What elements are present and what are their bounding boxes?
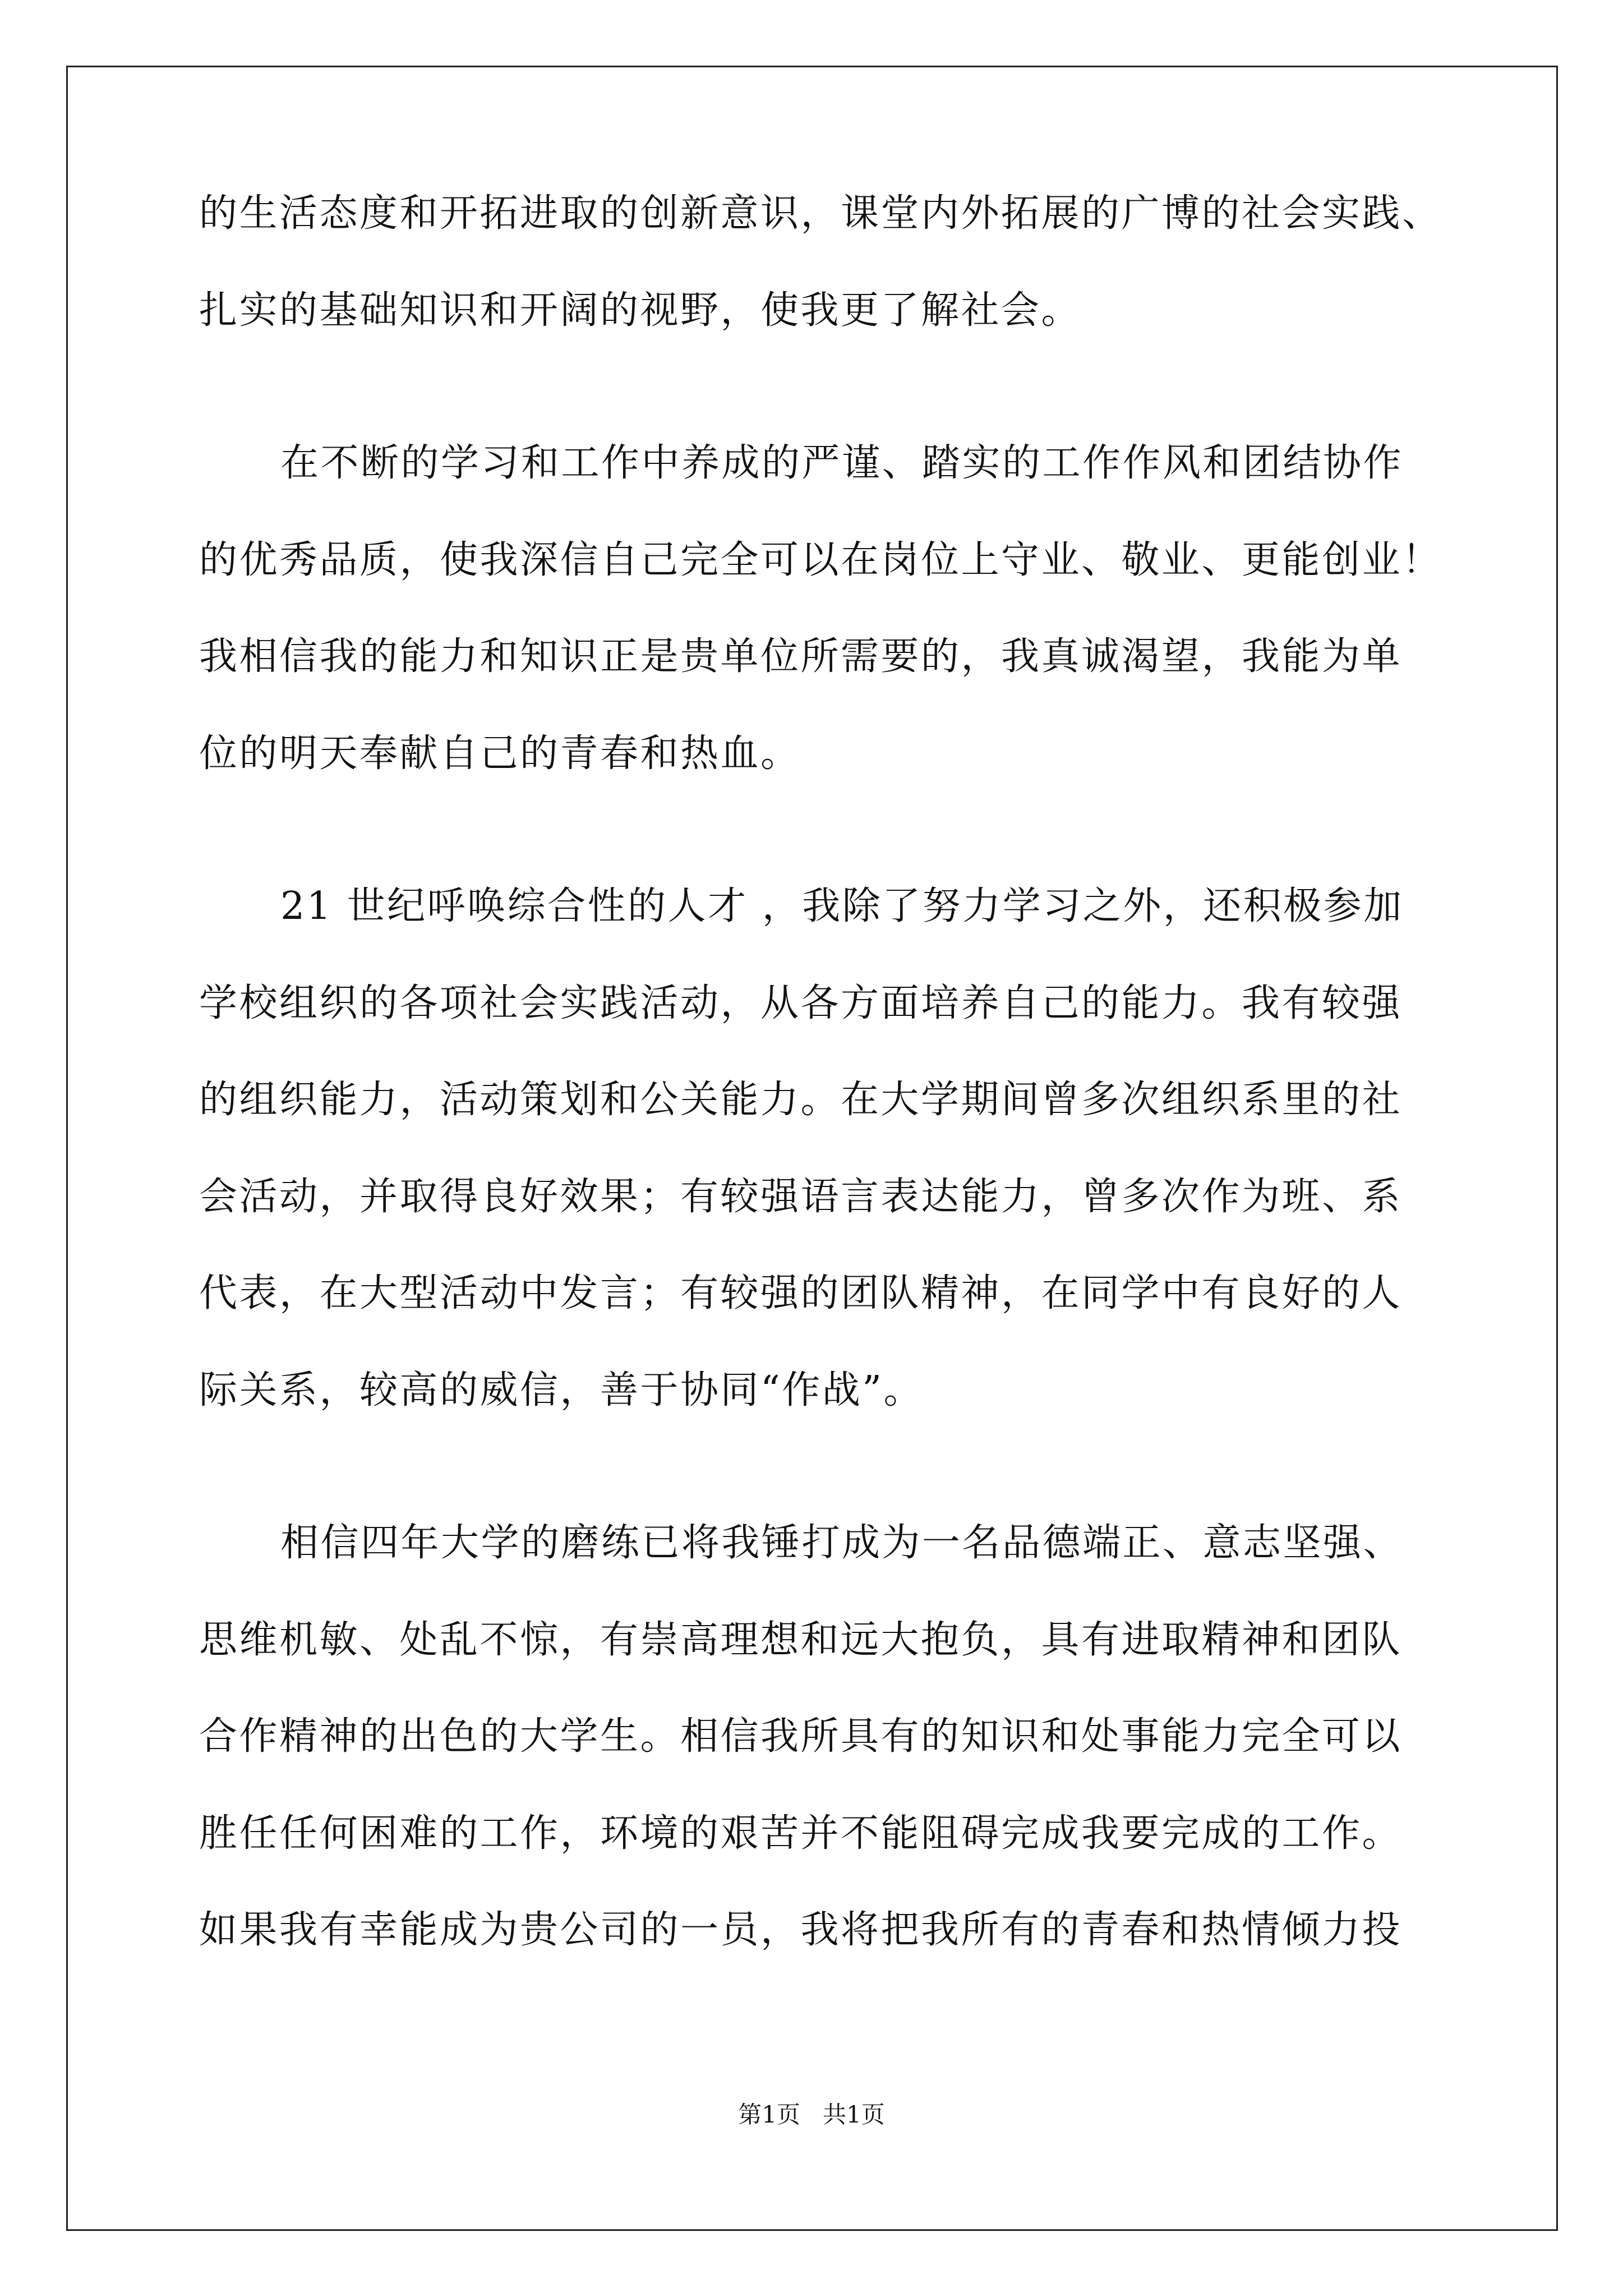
text-line: 如果我有幸能成为贵公司的一员，我将把我所有的青春和热情倾力投 bbox=[199, 1908, 1403, 1952]
text-line: 的组织能力，活动策划和公关能力。在大学期间曾多次组织系里的社 bbox=[199, 1078, 1403, 1122]
text-line: 合作精神的出色的大学生。相信我所具有的知识和处事能力完全可以 bbox=[199, 1714, 1403, 1759]
text-line: 位的明天奉献自己的青春和热血。 bbox=[199, 731, 801, 776]
text-line: 扎实的基础知识和开阔的视野，使我更了解社会。 bbox=[199, 288, 1082, 333]
text-line: 我相信我的能力和知识正是贵单位所需要的，我真诚渴望，我能为单 bbox=[199, 634, 1403, 679]
text-line: 会活动，并取得良好效果；有较强语言表达能力，曾多次作为班、系 bbox=[199, 1175, 1403, 1219]
text-line: 思维机敏、处乱不惊，有崇高理想和远大抱负，具有进取精神和团队 bbox=[199, 1618, 1403, 1662]
page-number-footer: 第1页 共1页 bbox=[738, 2101, 885, 2128]
text-line: 学校组织的各项社会实践活动，从各方面培养自己的能力。我有较强 bbox=[199, 981, 1403, 1025]
text-line: 际关系，较高的威信，善于协同“作战”。 bbox=[199, 1368, 924, 1412]
text-line: 的生活态度和开拓进取的创新意识，课堂内外拓展的广博的社会实践、 bbox=[199, 191, 1442, 236]
text-line: 在不断的学习和工作中养成的严谨、踏实的工作作风和团结协作 bbox=[280, 441, 1404, 485]
text-line: 21 世纪呼唤综合性的人才 ，我除了努力学习之外，还积极参加 bbox=[280, 884, 1404, 928]
text-line: 相信四年大学的磨练已将我锤打成为一名品德端正、意志坚强、 bbox=[280, 1521, 1404, 1565]
text-line: 胜任任何困难的工作，环境的艰苦并不能阻碍完成我要完成的工作。 bbox=[199, 1811, 1403, 1856]
text-line: 的优秀品质，使我深信自己完全可以在岗位上守业、敬业、更能创业！ bbox=[199, 538, 1442, 582]
text-line: 代表，在大型活动中发言；有较强的团队精神，在同学中有良好的人 bbox=[199, 1271, 1403, 1315]
